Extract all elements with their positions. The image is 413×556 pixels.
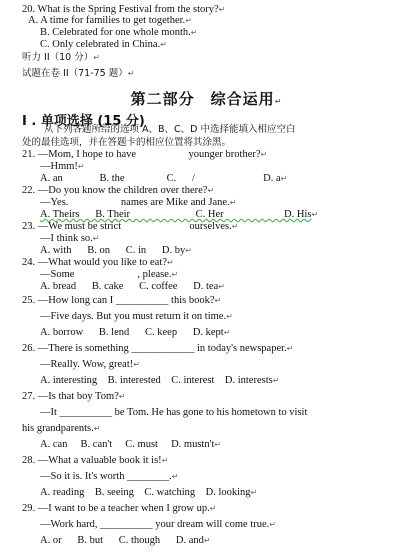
question-28-reply: —So it is. It's worth ________.↵ [40, 471, 179, 482]
question-25-reply: —Five days. But you must return it on time.↵ [40, 311, 233, 322]
options-29: A. or B. but C. though D. and↵ [40, 535, 211, 546]
options-25: A. borrow B. lend C. keep D. kept↵ [40, 327, 231, 338]
question-21: 21. —Mom, I hope to have younger brother?↵ [22, 149, 268, 160]
part-title: 第二部分 综合运用↵ [130, 90, 283, 108]
paper-two-note: 试题在卷 II（71-75 题）↵ [22, 68, 135, 79]
question-24-reply: —Some , please.↵ [40, 269, 179, 280]
question-23: 23. —We must be strict ourselves.↵ [22, 221, 239, 232]
question-27: 27. —Is that boy Tom?↵ [22, 391, 126, 402]
options-23: A. with B. on C. in D. by↵ [40, 245, 192, 256]
question-27-reply: —It __________ be Tom. He has gone to his hometown to visit [40, 407, 308, 418]
option-20c: C. Only celebrated in China.↵ [40, 39, 167, 50]
options-24: A. bread B. cake C. coffee D. tea↵ [40, 281, 225, 292]
question-23-reply: —I think so.↵ [40, 233, 100, 244]
listening-heading: 听力 II（10 分）↵ [22, 52, 100, 63]
question-22: 22. —Do you know the children over there?↵ [22, 185, 215, 196]
option-20a: A. A time for families to get together.↵ [28, 15, 192, 26]
question-24: 24. —What would you like to eat?↵ [22, 257, 174, 268]
section-heading: I . 单项选择 (15 分) [22, 114, 145, 129]
question-27-reply-cont: his grandparents.↵ [22, 423, 101, 434]
question-29-reply: —Work hard, __________ your dream will come true.↵ [40, 519, 276, 530]
options-26: A. interesting B. interested C. interest D. interests↵ [40, 375, 280, 386]
options-28: A. reading B. seeing C. watching D. looking↵ [40, 487, 258, 498]
question-25: 25. —How long can I __________ this book?↵ [22, 295, 222, 306]
question-26: 26. —There is something ____________ in today's newspaper.↵ [22, 343, 294, 354]
question-21-reply: —Hmm!↵ [40, 161, 85, 172]
options-22: A. Theirs B. Their C. Her D. His↵ [40, 209, 319, 220]
option-20b: B. Celebrated for one whole month.↵ [40, 27, 198, 38]
options-21: A. an B. the C. / D. a↵ [40, 173, 288, 184]
instruction-line-1: 从下列各题所给的选项 A、B、C、D 中选择能填入相应空白 [44, 124, 296, 135]
question-22-reply: —Yes. names are Mike and Jane.↵ [40, 197, 237, 208]
question-29: 29. —I want to be a teacher when I grow up.↵ [22, 503, 217, 514]
question-28: 28. —What a valuable book it is!↵ [22, 455, 169, 466]
instruction-line-2: 处的最佳选项，并在答题卡的相应位置将其涂黑。 [22, 137, 232, 148]
options-27: A. can B. can't C. must D. mustn't↵ [40, 439, 222, 450]
question-20: 20. What is the Spring Festival from the story?↵ [22, 4, 226, 15]
question-26-reply: —Really. Wow, great!↵ [40, 359, 140, 370]
